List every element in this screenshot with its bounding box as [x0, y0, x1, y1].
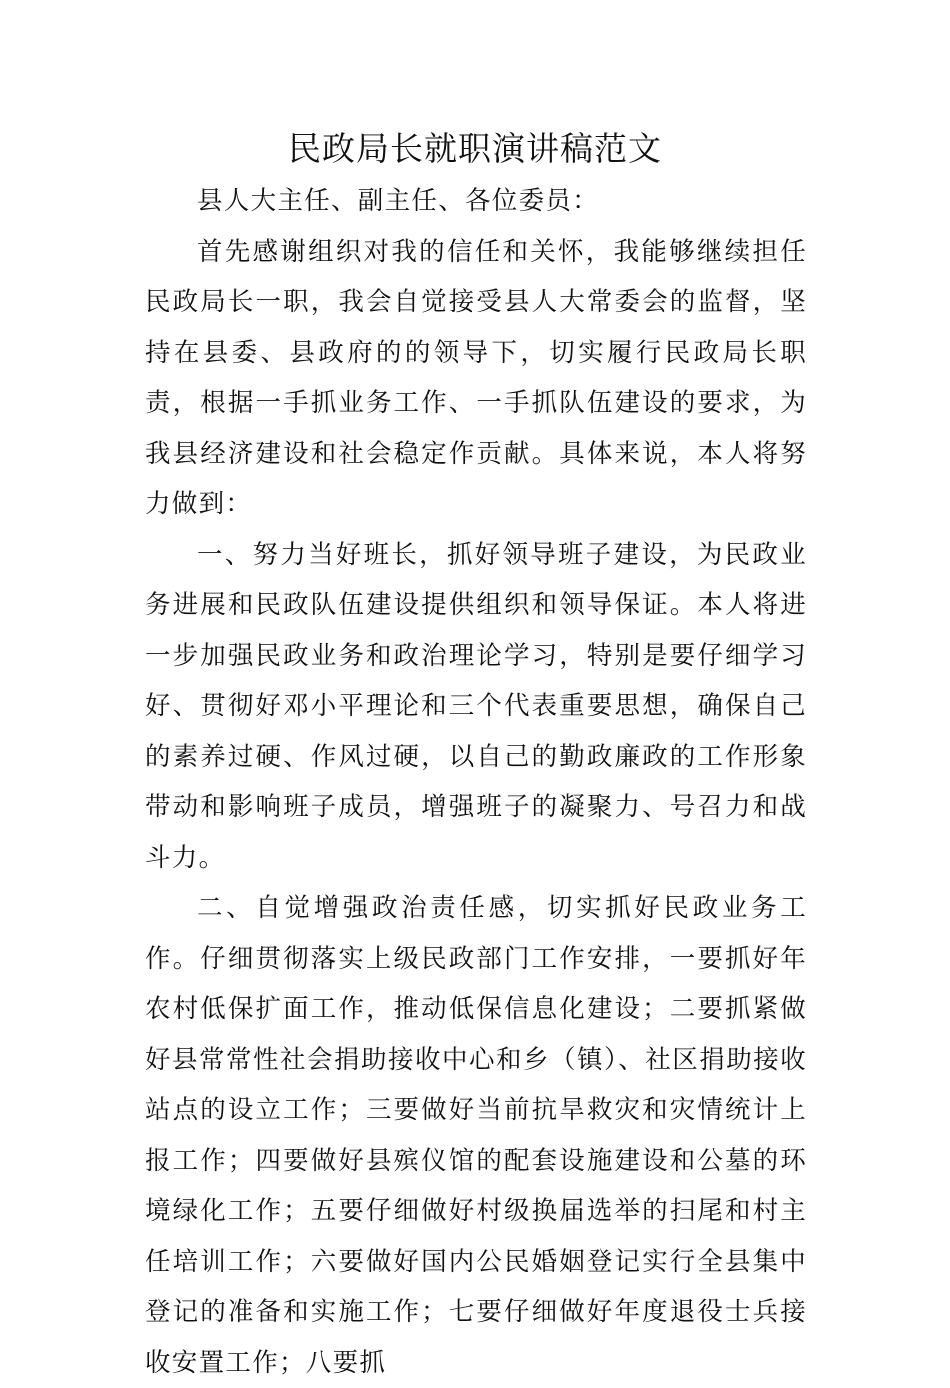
- intro-paragraph: 首先感谢组织对我的信任和关怀，我能够继续担任民政局长一职，我会自觉接受县人大常委会的监督，坚持在县委、县政府的的领导下，切实履行民政局长职责，根据一手抓业务工作、一手抓队伍建设的要求，为我县经济建设和社会稳定作贡献。具体来说，本人将努力做到：: [145, 236, 807, 519]
- document-body: [145, 176, 807, 1388]
- point-one-paragraph: 一、努力当好班长，抓好领导班子建设，为民政业务进展和民政队伍建设提供组织和领导保证。本人将进一步加强民政业务和政治理论学习，特别是要仔细学习好、贯彻好邓小平理论和三个代表重要思想，确保自己的素养过硬、作风过硬，以自己的勤政廉政的工作形象带动和影响班子成员，增强班子的凝聚力、号召力和战斗力。: [145, 539, 807, 873]
- document-title: 民政局长就职演讲稿范文: [288, 129, 662, 168]
- salutation-paragraph: 县人大主任、副主任、各位委员：: [197, 186, 600, 216]
- point-two-paragraph: 二、自觉增强政治责任感，切实抓好民政业务工作。仔细贯彻落实上级民政部门工作安排，一要抓好年农村低保扩面工作，推动低保信息化建设；二要抓紧做好县常常性社会捐助接收中心和乡（镇）、社区捐助接收站点的设立工作；三要做好当前抗旱救灾和灾情统计上报工作；四要做好县殡仪馆的配套设施建设和公墓的环境绿化工作；五要仔细做好村级换届选举的扫尾和村主任培训工作；六要做好国内公民婚姻登记实行全县集中登记的准备和实施工作；七要仔细做好年度退役士兵接收安置工作；八要抓: [145, 893, 807, 1378]
